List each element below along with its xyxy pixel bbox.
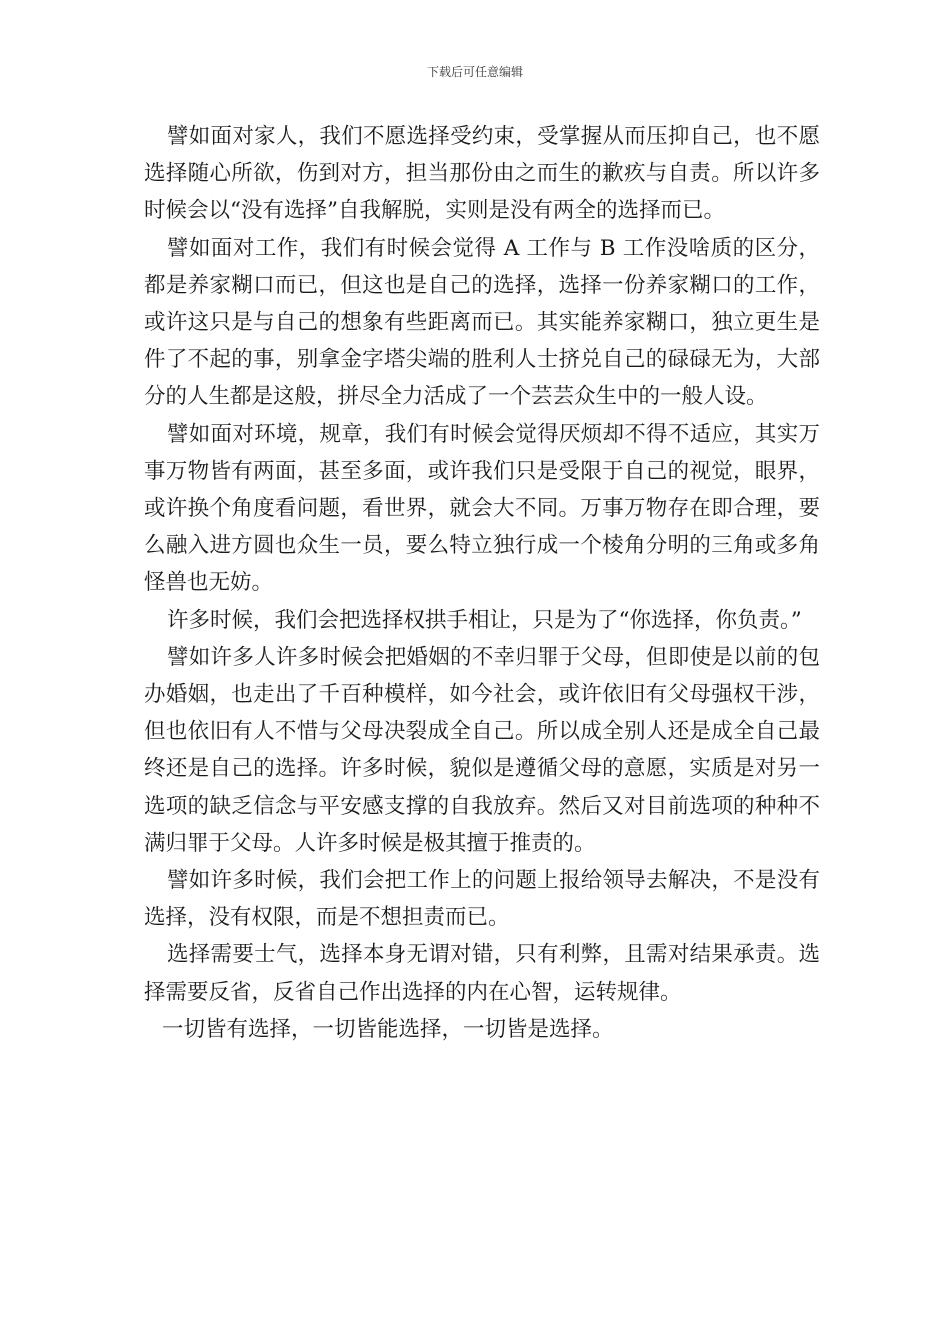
paragraph-leadership: 譬如许多时候，我们会把工作上的问题上报给领导去解决，不是没有选择，没有权限，而是不想担责而已。: [144, 868, 820, 931]
paragraph-marriage: 譬如许多人许多时候会把婚姻的不幸归罪于父母，但即使是以前的包办婚姻，也走出了千百种模样，如今社会，或许依旧有父母强权干涉，但也依旧有人不惜与父母决裂成全自己。所以成全别人还是成全自己最终还是自己的选择。许多时候，貌似是遵循父母的意愿，实质是对另一选项的缺乏信念与平安感支撑的自我放弃。然后又对目前选项的种种不满归罪于父母。人许多时候是极其擅于推责的。: [144, 644, 820, 856]
paragraph-conclusion: 一切皆有选择，一切皆能选择，一切皆是选择。: [162, 1016, 614, 1042]
document-body: [144, 118, 820, 1048]
paragraph-family: 譬如面对家人，我们不愿选择受约束，受掌握从而压抑自己，也不愿选择随心所欲，伤到对方，担当那份由之而生的歉疚与自责。所以许多时候会以“没有选择”自我解脱，实则是没有两全的选择而已。: [144, 124, 820, 224]
paragraph-handing-over-choice: 许多时候，我们会把选择权拱手相让，只是为了“你选择，你负责。”: [167, 607, 802, 633]
paragraph-work: 譬如面对工作，我们有时候会觉得 A 工作与 B 工作没啥质的区分，都是养家糊口而已，但这也是自己的选择，选择一份养家糊口的工作，或许这只是与自己的想象有些距离而已。其实能养家糊口，独立更生是件了不起的事，别拿金字塔尖端的胜利人士挤兑自己的碌碌无为，大部分的人生都是这般，拼尽全力活成了一个芸芸众生中的一般人设。: [144, 235, 820, 410]
paragraph-courage: 选择需要士气，选择本身无谓对错，只有利弊，且需对结果承责。选择需要反省，反省自己作出选择的内在心智，运转规律。: [144, 942, 820, 1005]
page-header: 下载后可任意编辑: [426, 65, 523, 79]
paragraph-environment: 譬如面对环境，规章，我们有时候会觉得厌烦却不得不适应，其实万事万物皆有两面，甚至多面，或许我们只是受限于自己的视觉，眼界，或许换个角度看问题，看世界，就会大不同。万事万物存在即合理，要么融入进方圆也众生一员，要么特立独行成一个棱角分明的三角或多角怪兽也无妨。: [144, 421, 820, 596]
